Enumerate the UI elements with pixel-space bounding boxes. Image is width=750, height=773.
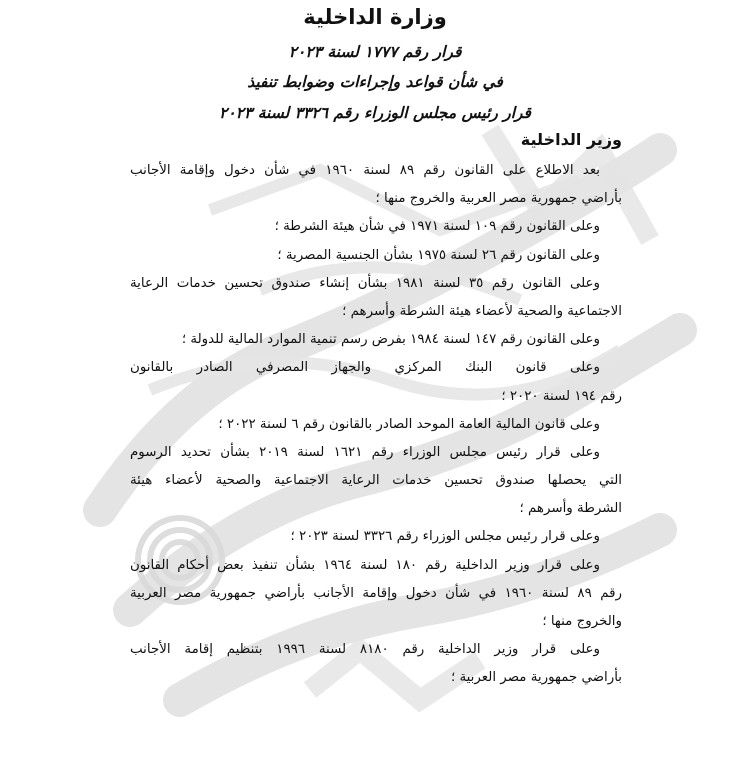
preamble-line: والخروج منها ؛ bbox=[542, 614, 622, 629]
minister-heading: وزير الداخلية bbox=[520, 130, 622, 149]
preamble-line: وعلى قانون البنك المركزي والجهاز المصرفي الصادر بالقانون bbox=[130, 360, 600, 376]
decree-title: قرار رقم ١٧٧٧ لسنة ٢٠٢٣ bbox=[288, 43, 462, 61]
preamble-line: وعلى قانون المالية العامة الموحد الصادر بالقانون رقم ٦ لسنة ٢٠٢٢ ؛ bbox=[218, 416, 600, 432]
preamble-line: بأراضي جمهورية مصر العربية ؛ bbox=[450, 670, 622, 686]
preamble-line: وعلى القانون رقم ١٤٧ لسنة ١٩٨٤ بفرض رسم تنمية الموارد المالية للدولة ؛ bbox=[181, 332, 600, 348]
preamble-line: رقم ٨٩ لسنة ١٩٦٠ في شأن دخول وإقامة الأجانب بأراضي جمهورية مصر العربية bbox=[130, 585, 622, 601]
preamble-line: الاجتماعية والصحية لأعضاء هيئة الشرطة وأسرهم ؛ bbox=[342, 303, 622, 319]
preamble-line: وعلى القانون رقم ٢٦ لسنة ١٩٧٥ بشأن الجنسية المصرية ؛ bbox=[277, 247, 600, 263]
preamble-line: وعلى القانون رقم ٣٥ لسنة ١٩٨١ بشأن إنشاء صندوق تحسين خدمات الرعاية bbox=[130, 275, 600, 291]
preamble-line: رقم ١٩٤ لسنة ٢٠٢٠ ؛ bbox=[501, 388, 622, 404]
preamble-line: وعلى قرار رئيس مجلس الوزراء رقم ١٦٢١ لسنة ٢٠١٩ بشأن تحديد الرسوم bbox=[130, 444, 601, 460]
preamble-line: بأراضي جمهورية مصر العربية والخروج منها ؛ bbox=[375, 191, 622, 207]
ministry-header: وزارة الداخلية bbox=[303, 5, 447, 29]
preamble-line: بعد الاطلاع على القانون رقم ٨٩ لسنة ١٩٦٠ في شأن دخول وإقامة الأجانب bbox=[130, 163, 601, 178]
preamble-line: وعلى قرار رئيس مجلس الوزراء رقم ٣٣٢٦ لسنة ٢٠٢٣ ؛ bbox=[290, 529, 600, 545]
preamble-line: الشرطة وأسرهم ؛ bbox=[519, 501, 622, 517]
preamble-line: التي يحصلها صندوق تحسين خدمات الرعاية الاجتماعية والصحية لأعضاء هيئة bbox=[130, 473, 622, 489]
preamble-line: وعلى قرار وزير الداخلية رقم ٨١٨٠ لسنة ١٩٩٦ بتنظيم إقامة الأجانب bbox=[130, 642, 600, 658]
decree-subject: في شأن قواعد وإجراءات وضوابط تنفيذ bbox=[247, 73, 503, 91]
preamble-line: وعلى قرار وزير الداخلية رقم ١٨٠ لسنة ١٩٦٤ بشأن تنفيذ بعض أحكام القانون bbox=[130, 557, 601, 573]
decree-preamble bbox=[130, 157, 622, 693]
preamble-line: وعلى القانون رقم ١٠٩ لسنة ١٩٧١ في شأن هيئة الشرطة ؛ bbox=[274, 219, 600, 235]
decree-reference: قرار رئيس مجلس الوزراء رقم ٣٣٢٦ لسنة ٢٠٢٣ bbox=[219, 104, 531, 122]
